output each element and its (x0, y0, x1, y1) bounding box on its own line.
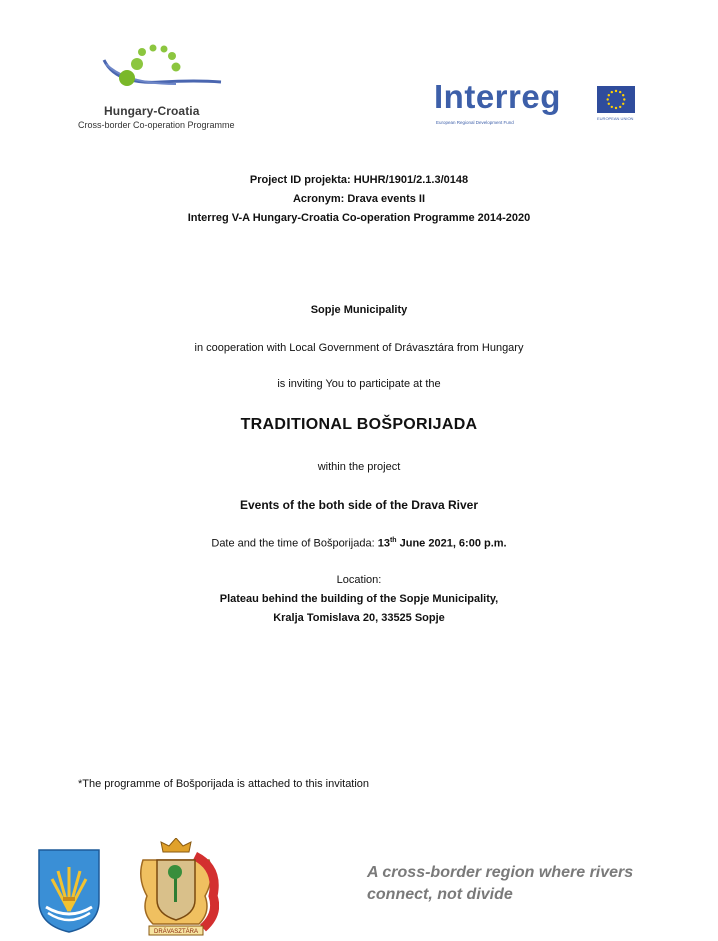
within-text: within the project (317, 461, 401, 473)
programme-footnote: *The programme of Bošporijada is attached to this invitation (78, 778, 370, 790)
event-title: TRADITIONAL BOŠPORIJADA (240, 416, 478, 433)
date-line (0, 537, 718, 550)
location-line1: Plateau behind the building of the Sopje Municipality, (219, 593, 499, 605)
interreg-logo (434, 78, 644, 125)
date-day: 13 (377, 537, 390, 550)
project-acronym: Acronym: Drava events II (292, 193, 426, 205)
project-programme: Interreg V-A Hungary-Croatia Co-operation Programme 2014-2020 (187, 212, 531, 224)
cooperation-text: in cooperation with Local Government of Drávasztára from Hungary (194, 342, 524, 354)
date-suffix: th (389, 537, 397, 544)
hc-logo-name: Hungary-Croatia (104, 104, 200, 118)
host-name: Sopje Municipality (310, 304, 408, 316)
hc-logo-subtitle: Cross-border Co-operation Programme (78, 120, 235, 130)
interreg-wordmark: Interreg (434, 78, 561, 115)
eu-label: EUROPEAN UNION (597, 116, 634, 121)
hungary-croatia-logo (76, 40, 246, 135)
dravasztara-coat-of-arms-icon (133, 838, 219, 936)
location-line2: Kralja Tomislava 20, 33525 Sopje (273, 612, 445, 624)
location-label: Location: (336, 574, 382, 586)
slogan-line2: connect, not divide (367, 886, 513, 903)
hungary-croatia-emblem-icon (76, 40, 246, 105)
eu-flag-icon (597, 86, 635, 113)
date-rest: June 2021, 6:00 p.m. (396, 537, 507, 550)
slogan (367, 862, 633, 906)
coat2-banner-text: DRÁVASZTÁRA (154, 929, 198, 935)
interreg-fund-label: European Regional Development Fund (436, 120, 514, 125)
project-name: Events of the both side of the Drava River (239, 498, 479, 512)
slogan-line1: A cross-border region where rivers (367, 864, 634, 881)
date-label: Date and the time of Bošporijada: (211, 537, 378, 550)
sopje-coat-of-arms-icon (38, 849, 100, 933)
inviting-text: is inviting You to participate at the (277, 378, 441, 390)
project-id: Project ID projekta: HUHR/1901/2.1.3/0148 (249, 174, 469, 186)
